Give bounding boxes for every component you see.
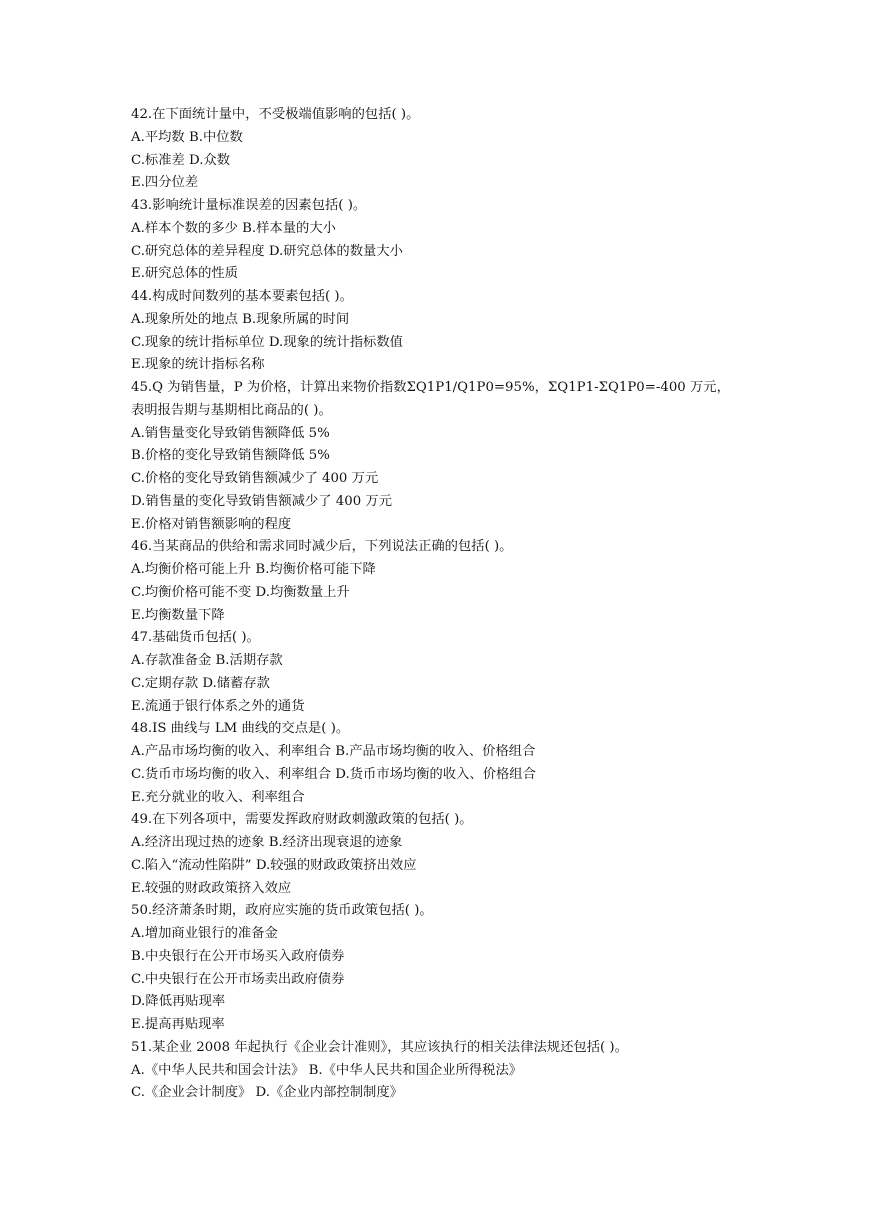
question-50-stem: 50.经济萧条时期，政府应实施的货币政策包括( )。 xyxy=(131,903,433,919)
question-43-option-e: E.研究总体的性质 xyxy=(131,266,239,282)
question-43-stem: 43.影响统计量标准误差的因素包括( )。 xyxy=(131,198,367,213)
question-42-stem: 42.在下面统计量中，不受极端值影响的包括( )。 xyxy=(131,107,420,122)
question-49-options-cd: C.陷入“流动性陷阱” D.较强的财政政策挤出效应 xyxy=(131,857,417,873)
question-48-options-ab: A.产品市场均衡的收入、利率组合 B.产品市场均衡的收入、价格组合 xyxy=(131,744,536,759)
question-44-stem: 44.构成时间数列的基本要素包括( )。 xyxy=(131,289,353,304)
question-43-options-cd: C.研究总体的差异程度 D.研究总体的数量大小 xyxy=(131,243,403,259)
question-44-options-ab: A.现象所处的地点 B.现象所属的时间 xyxy=(131,311,350,327)
question-46-options-cd: C.均衡价格可能不变 D.均衡数量上升 xyxy=(131,584,350,600)
question-42-options-ab: A.平均数 B.中位数 xyxy=(131,129,243,145)
question-48-options-cd: C.货币市场均衡的收入、利率组合 D.货币市场均衡的收入、价格组合 xyxy=(131,766,536,782)
question-48-stem: 48.IS 曲线与 LM 曲线的交点是( )。 xyxy=(131,721,350,737)
question-51-options-cd: C.《企业会计制度》 D.《企业内部控制制度》 xyxy=(131,1085,403,1101)
question-44-option-e: E.现象的统计指标名称 xyxy=(131,357,265,373)
question-46-stem: 46.当某商品的供给和需求同时减少后，下列说法正确的包括( )。 xyxy=(131,539,513,555)
question-44-options-cd: C.现象的统计指标单位 D.现象的统计指标数值 xyxy=(131,334,403,350)
question-45-option-d: D.销售量的变化导致销售额减少了 400 万元 xyxy=(131,493,392,509)
question-47-options-cd: C.定期存款 D.储蓄存款 xyxy=(131,675,270,691)
question-50-option-e: E.提高再贴现率 xyxy=(131,1017,225,1032)
question-47-option-e: E.流通于银行体系之外的通货 xyxy=(131,698,305,714)
question-49-stem: 49.在下列各项中，需要发挥政府财政刺激政策的包括( )。 xyxy=(131,812,473,828)
question-43-options-ab: A.样本个数的多少 B.样本量的大小 xyxy=(131,220,336,236)
question-50-option-d: D.降低再贴现率 xyxy=(131,994,226,1010)
question-46-option-e: E.均衡数量下降 xyxy=(131,607,225,623)
question-46-options-ab: A.均衡价格可能上升 B.均衡价格可能下降 xyxy=(131,562,376,577)
question-51-options-ab: A.《中华人民共和国会计法》 B.《中华人民共和国企业所得税法》 xyxy=(131,1062,523,1078)
question-42-option-e: E.四分位差 xyxy=(131,175,199,191)
question-49-options-ab: A.经济出现过热的迹象 B.经济出现衰退的迹象 xyxy=(131,835,403,850)
question-50-option-a: A.增加商业银行的准备金 xyxy=(131,926,278,941)
question-45-option-c: C.价格的变化导致销售额减少了 400 万元 xyxy=(131,471,379,486)
question-47-options-ab: A.存款准备金 B.活期存款 xyxy=(131,653,283,668)
question-51-stem: 51.某企业 2008 年起执行《企业会计准则》，其应该执行的相关法律法规还包括( )。 xyxy=(131,1039,628,1055)
question-47-stem: 47.基础货币包括( )。 xyxy=(131,630,260,646)
question-45-option-a: A.销售量变化导致销售额降低 5% xyxy=(131,425,330,441)
question-49-option-e: E.较强的财政政策挤入效应 xyxy=(131,880,292,896)
question-50-option-b: B.中央银行在公开市场买入政府债券 xyxy=(131,948,345,964)
question-42-options-cd: C.标准差 D.众数 xyxy=(131,152,231,168)
question-45-option-b: B.价格的变化导致销售额降低 5% xyxy=(131,448,330,464)
question-45-stem: 45.Q 为销售量，P 为价格，计算出来物价指数ΣQ1P1/Q1P0=95%，ΣQ1P1-ΣQ1P0=-400 万元， xyxy=(131,380,730,395)
question-45-option-e: E.价格对销售额影响的程度 xyxy=(131,516,292,532)
question-48-option-e: E.充分就业的收入、利率组合 xyxy=(131,789,305,805)
question-50-option-c: C.中央银行在公开市场卖出政府债券 xyxy=(131,971,345,987)
question-45-stem-continued: 表明报告期与基期相比商品的( )。 xyxy=(131,402,332,418)
document-page xyxy=(131,104,851,1105)
